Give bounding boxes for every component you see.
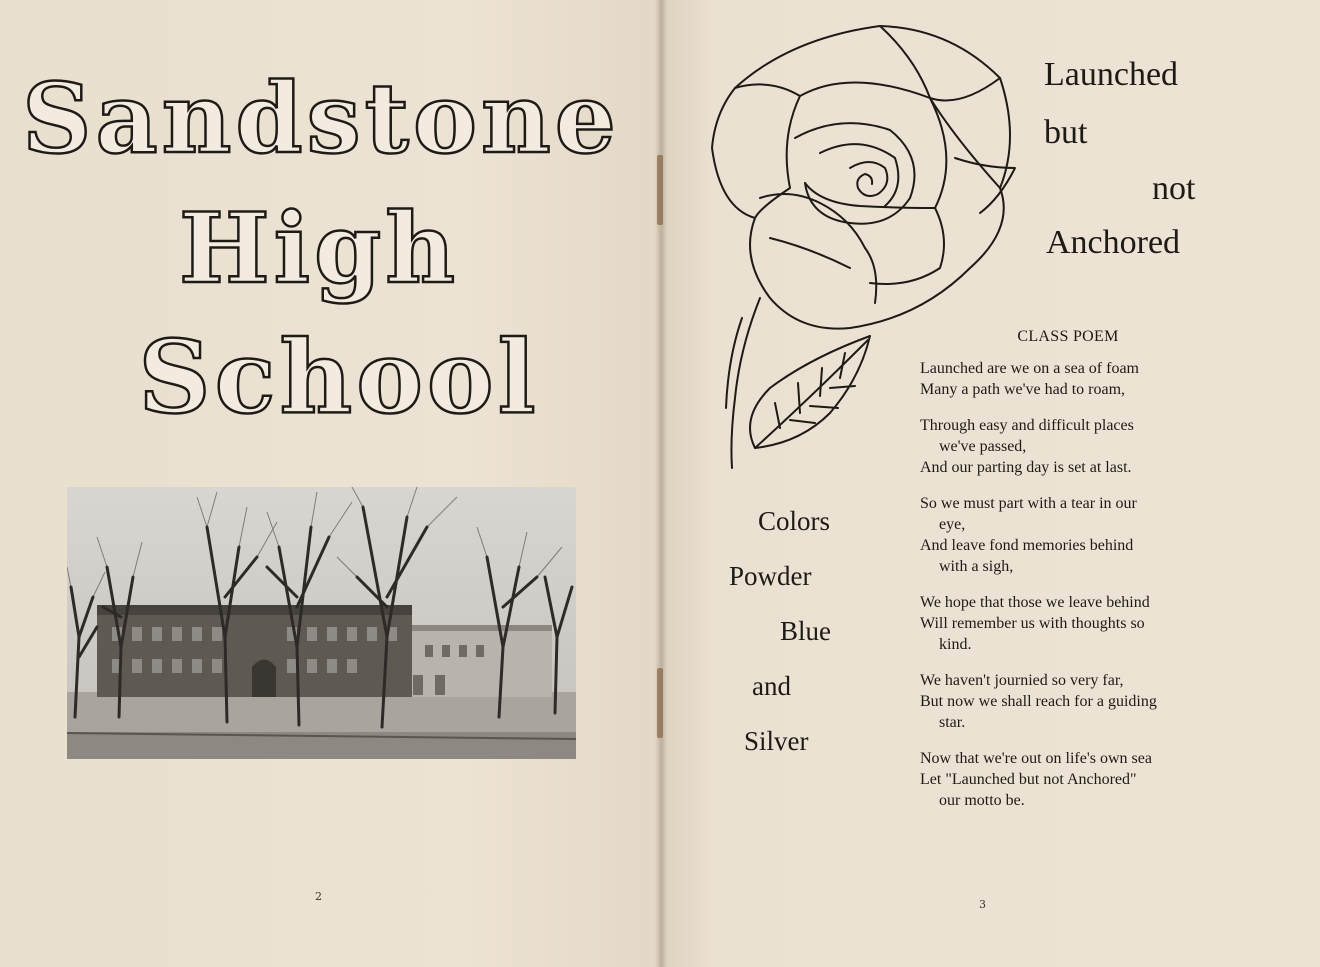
poem-line: with a sigh,: [939, 558, 1014, 575]
colors-line-silver: Silver: [744, 726, 809, 756]
poem-line: Many a path we've had to roam,: [920, 381, 1126, 398]
poem-line: Will remember us with thoughts so: [920, 615, 1145, 632]
motto-line-1: Launched: [1044, 56, 1179, 93]
poem-stanza: [920, 493, 1216, 577]
staple-bottom: [657, 668, 663, 738]
staple-top: [657, 155, 663, 225]
poem-line: Through easy and difficult places: [920, 417, 1134, 434]
colors-line-blue: Blue: [780, 616, 831, 646]
class-poem: [920, 326, 1216, 826]
poem-line: our motto be.: [939, 792, 1025, 809]
poem-stanza: [920, 358, 1216, 400]
poem-title: CLASS POEM: [1017, 328, 1119, 345]
page-number-right: 3: [979, 898, 986, 911]
poem-line: And our parting day is set at last.: [920, 459, 1132, 476]
title-line-3: School: [138, 318, 540, 436]
poem-line: We hope that those we leave behind: [920, 594, 1150, 611]
colors-line-powder: Powder: [729, 561, 812, 591]
poem-stanza: [920, 592, 1216, 655]
poem-line: But now we shall reach for a guiding: [920, 693, 1157, 710]
poem-stanza: [920, 670, 1216, 733]
poem-line: Now that we're out on life's own sea: [920, 750, 1152, 767]
poem-stanza: [920, 415, 1216, 478]
title-line-1: Sandstone: [22, 62, 620, 175]
motto-line-3: not: [1152, 170, 1196, 207]
poem-line: star.: [939, 714, 966, 731]
page-number-left: 2: [315, 890, 322, 903]
motto-line-2: but: [1044, 114, 1088, 151]
poem-line: Launched are we on a sea of foam: [920, 360, 1139, 377]
school-building-photo: [67, 487, 576, 759]
poem-line: We haven't journied so very far,: [920, 672, 1124, 689]
poem-line: kind.: [939, 636, 972, 653]
poem-line: And leave fond memories behind: [920, 537, 1134, 554]
poem-stanzas: [920, 358, 1216, 811]
title-line-2: High: [178, 192, 460, 305]
poem-line: we've passed,: [939, 438, 1027, 455]
page-gutter: [655, 0, 667, 967]
poem-line: eye,: [939, 516, 966, 533]
poem-stanza: [920, 748, 1216, 811]
poem-line: So we must part with a tear in our: [920, 495, 1137, 512]
poem-line: Let "Launched but not Anchored": [920, 771, 1137, 788]
motto-line-4: Anchored: [1046, 224, 1181, 261]
colors-line-and: and: [752, 671, 791, 701]
colors-heading: Colors: [758, 506, 831, 536]
